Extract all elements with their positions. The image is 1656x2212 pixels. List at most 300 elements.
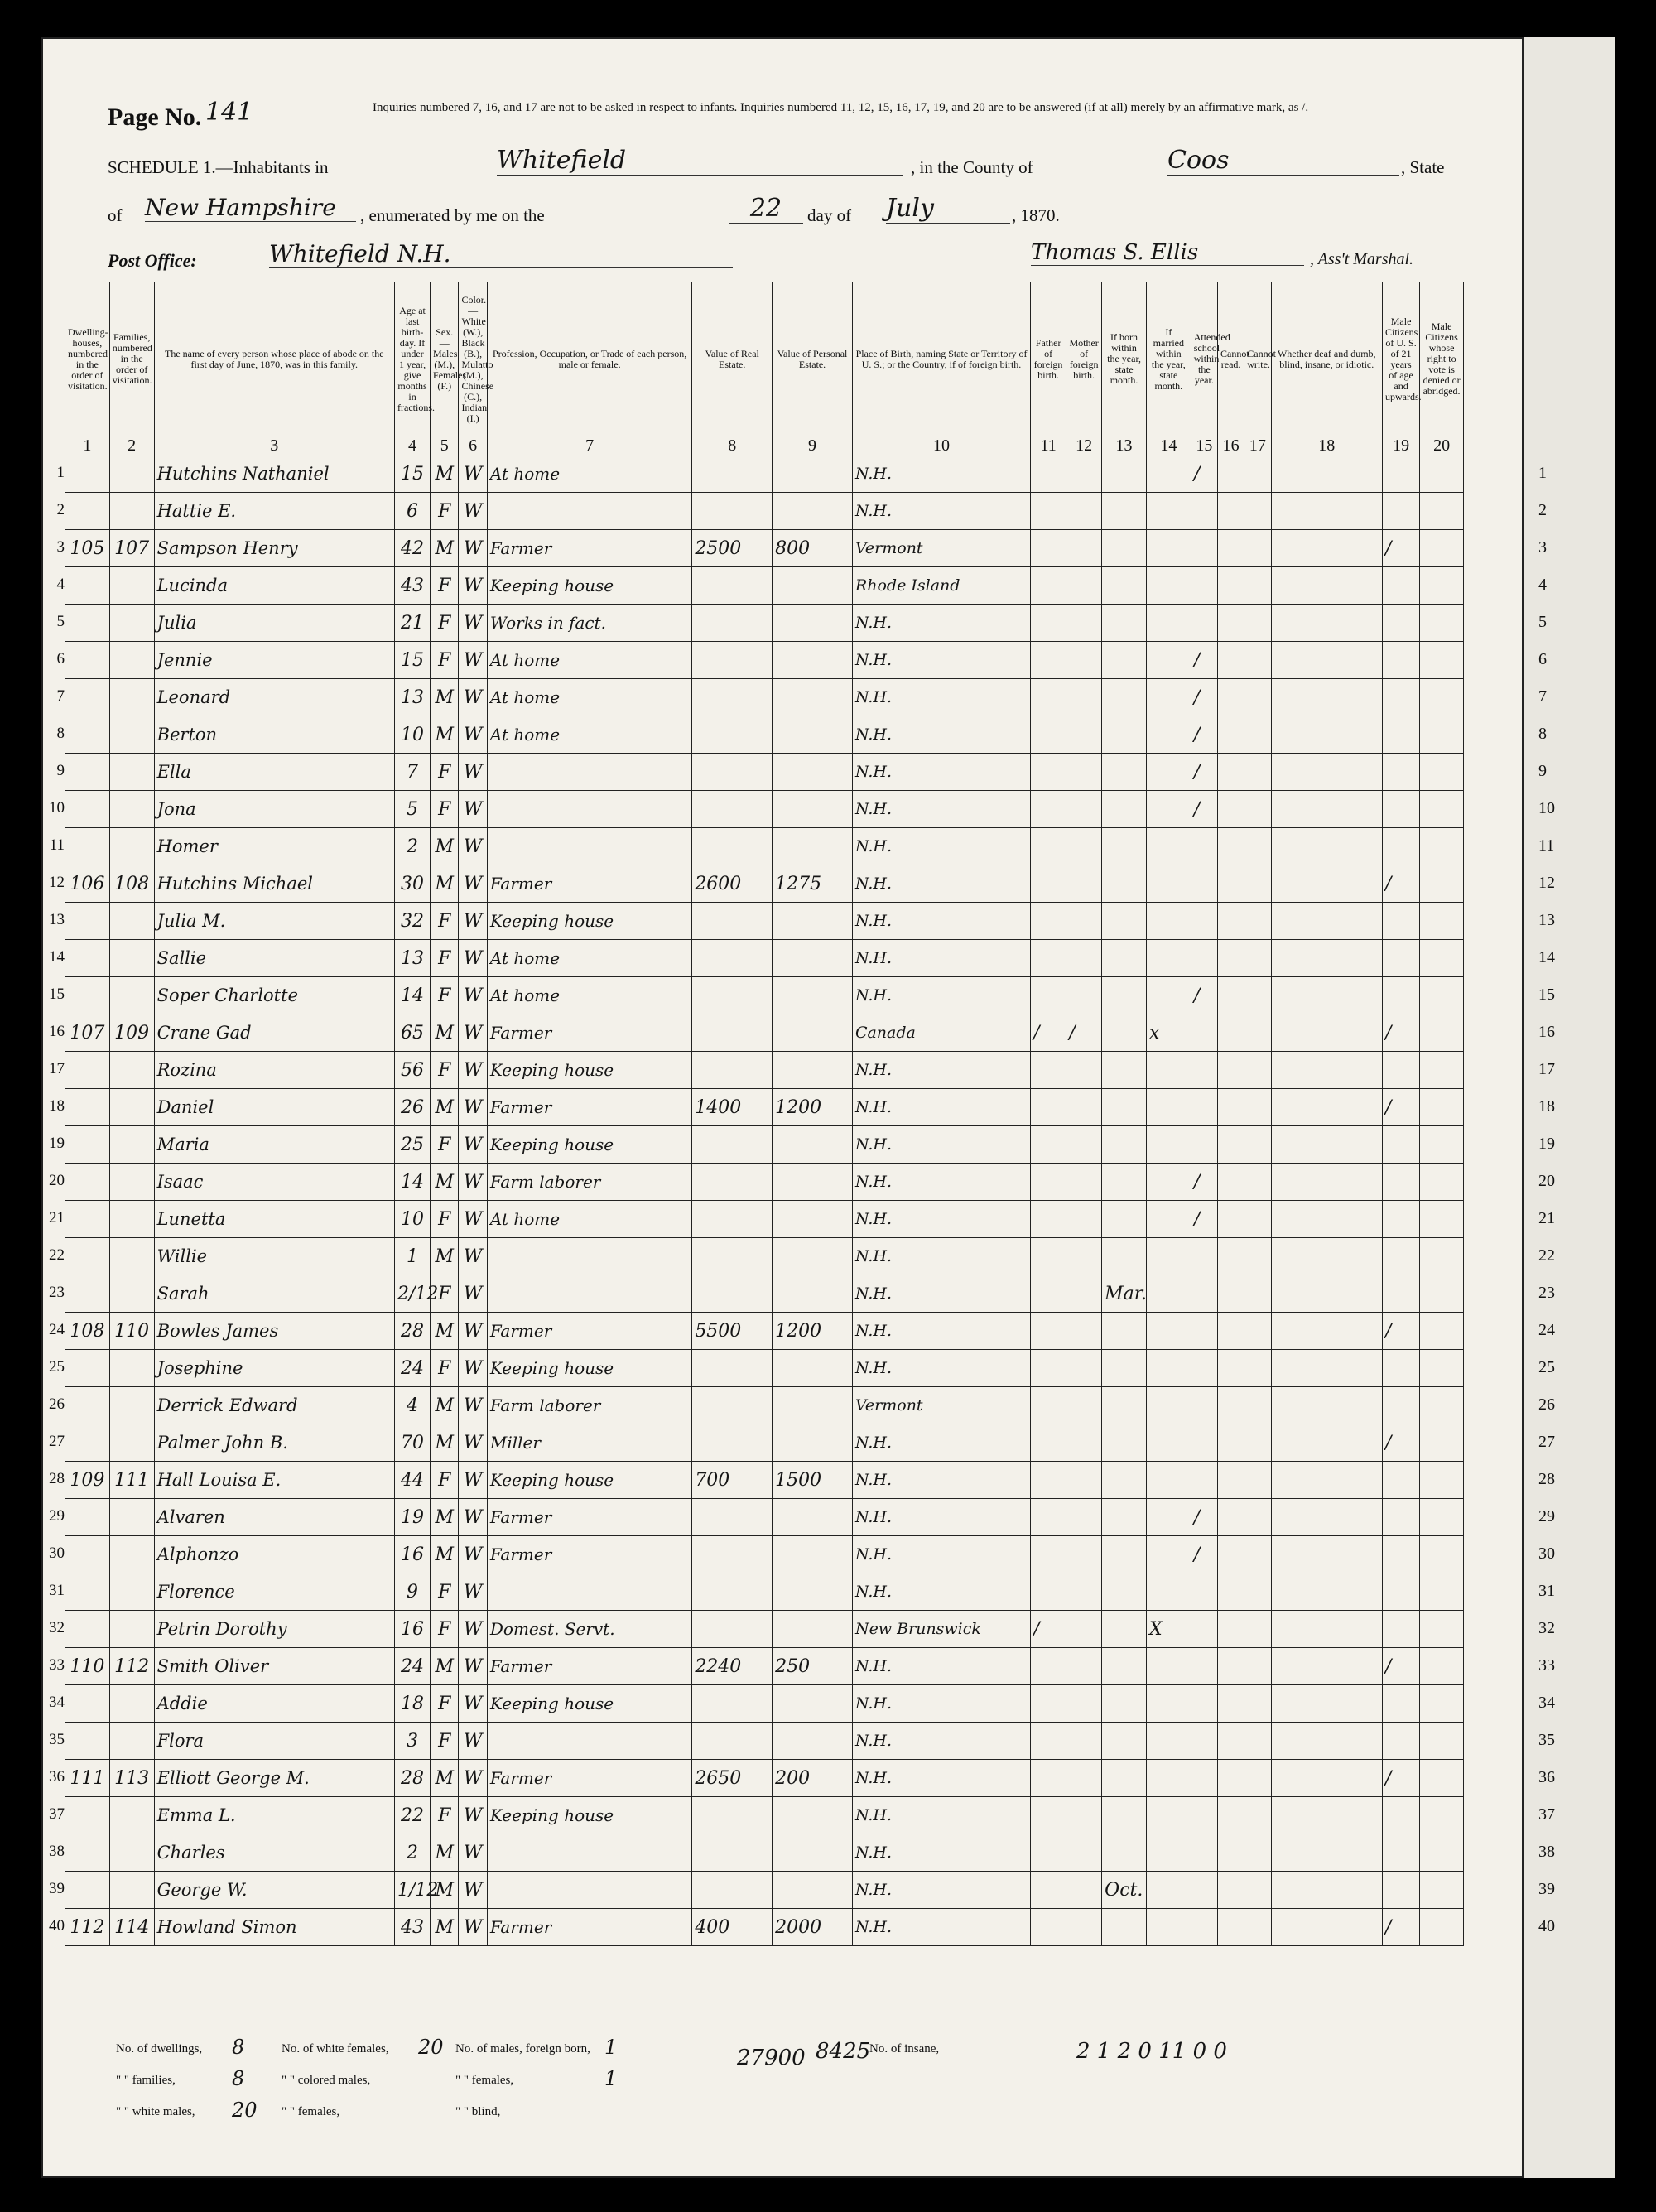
cell-c17 — [1244, 791, 1271, 828]
cell-d: 110 — [65, 1648, 110, 1685]
column-header-16: Cannot read. — [1217, 282, 1244, 436]
cell-f — [109, 642, 154, 679]
cell-c18 — [1271, 865, 1382, 903]
cell-c12 — [1066, 1723, 1102, 1760]
cell-occ — [487, 1872, 691, 1909]
cell-c14 — [1146, 493, 1191, 530]
cell-c16 — [1217, 903, 1244, 940]
cell-c16 — [1217, 754, 1244, 791]
state-name: New Hampshire — [145, 194, 356, 222]
cell-d — [65, 1350, 110, 1387]
cell-c12 — [1066, 865, 1102, 903]
cell-c13 — [1102, 977, 1147, 1014]
cell-c17 — [1244, 1760, 1271, 1797]
cell-c14 — [1146, 1536, 1191, 1573]
cell-f — [109, 1164, 154, 1201]
table-row — [65, 1164, 1464, 1201]
cell-c11 — [1031, 493, 1066, 530]
cell-c14 — [1146, 903, 1191, 940]
cell-c18 — [1271, 1387, 1382, 1424]
right-row-number: 31 — [1538, 1581, 1555, 1600]
cell-color: W — [459, 1238, 487, 1275]
cell-c14 — [1146, 977, 1191, 1014]
cell-c17 — [1244, 1499, 1271, 1536]
cell-c15 — [1191, 493, 1217, 530]
cell-c14 — [1146, 1462, 1191, 1499]
cell-c19 — [1382, 1573, 1419, 1611]
marshal-label: , Ass't Marshal. — [1310, 250, 1414, 268]
column-number-row — [65, 436, 1464, 455]
cell-c16 — [1217, 1536, 1244, 1573]
cell-name: Lunetta — [154, 1201, 394, 1238]
cell-color: W — [459, 1723, 487, 1760]
cell-c19 — [1382, 791, 1419, 828]
cell-age: 21 — [395, 605, 431, 642]
cell-c11 — [1031, 940, 1066, 977]
cell-occ: At home — [487, 1201, 691, 1238]
column-number-19: 19 — [1382, 436, 1419, 455]
right-row-number: 33 — [1538, 1655, 1555, 1675]
cell-f — [109, 1723, 154, 1760]
cell-occ — [487, 493, 691, 530]
cell-occ — [487, 791, 691, 828]
cell-c19 — [1382, 977, 1419, 1014]
row-number: 27 — [49, 1432, 65, 1450]
cell-pe — [773, 1238, 853, 1275]
cell-c18 — [1271, 1126, 1382, 1164]
cell-birth: Rhode Island — [852, 567, 1030, 605]
cell-c12 — [1066, 1909, 1102, 1946]
cell-c14 — [1146, 940, 1191, 977]
table-row — [65, 679, 1464, 716]
cell-c16 — [1217, 1387, 1244, 1424]
cell-re: 2500 — [692, 530, 773, 567]
cell-name: Julia M. — [154, 903, 394, 940]
marshal-name: Thomas S. Ellis — [1031, 240, 1304, 266]
males-foreign-count: 1 — [604, 2036, 618, 2059]
cell-c16 — [1217, 1760, 1244, 1797]
cell-birth: N.H. — [852, 977, 1030, 1014]
cell-c11 — [1031, 1909, 1066, 1946]
cell-c19 — [1382, 1201, 1419, 1238]
cell-birth: N.H. — [852, 1052, 1030, 1089]
cell-pe — [773, 1052, 853, 1089]
cell-d — [65, 1089, 110, 1126]
cell-c20 — [1420, 1424, 1464, 1462]
cell-c19 — [1382, 1797, 1419, 1834]
cell-c14 — [1146, 791, 1191, 828]
column-tally: 2 1 2 0 11 0 0 — [1076, 2039, 1227, 2064]
cell-occ — [487, 1723, 691, 1760]
cell-c11 — [1031, 1685, 1066, 1723]
cell-c11: / — [1031, 1611, 1066, 1648]
cell-c20 — [1420, 605, 1464, 642]
row-number: 36 — [49, 1767, 65, 1786]
cell-c18 — [1271, 1275, 1382, 1313]
cell-name: Petrin Dorothy — [154, 1611, 394, 1648]
cell-c13 — [1102, 1201, 1147, 1238]
right-row-number: 8 — [1538, 724, 1547, 743]
page-summary — [108, 2036, 1466, 2143]
cell-c17 — [1244, 865, 1271, 903]
right-row-number: 7 — [1538, 687, 1547, 706]
column-header-2: Families, numbered in the order of visitation. — [109, 282, 154, 436]
cell-c12 — [1066, 1089, 1102, 1126]
cell-c18 — [1271, 567, 1382, 605]
cell-c20 — [1420, 1573, 1464, 1611]
cell-d — [65, 977, 110, 1014]
table-row — [65, 1201, 1464, 1238]
cell-f — [109, 1126, 154, 1164]
cell-c20 — [1420, 642, 1464, 679]
table-row — [65, 1275, 1464, 1313]
cell-color: W — [459, 679, 487, 716]
cell-c11 — [1031, 1238, 1066, 1275]
cell-birth: N.H. — [852, 455, 1030, 493]
cell-sex: F — [431, 1052, 459, 1089]
row-number: 6 — [56, 649, 65, 667]
cell-c12 — [1066, 1238, 1102, 1275]
cell-c13 — [1102, 1424, 1147, 1462]
cell-c14 — [1146, 1313, 1191, 1350]
cell-c14 — [1146, 1760, 1191, 1797]
row-number: 5 — [56, 612, 65, 630]
cell-re — [692, 977, 773, 1014]
cell-birth: N.H. — [852, 1499, 1030, 1536]
cell-birth: Vermont — [852, 530, 1030, 567]
cell-d — [65, 903, 110, 940]
cell-sex: M — [431, 1909, 459, 1946]
column-number-17: 17 — [1244, 436, 1271, 455]
column-number-8: 8 — [692, 436, 773, 455]
cell-re — [692, 567, 773, 605]
cell-c18 — [1271, 530, 1382, 567]
cell-age: 3 — [395, 1723, 431, 1760]
cell-c18 — [1271, 1313, 1382, 1350]
cell-c16 — [1217, 716, 1244, 754]
cell-birth: New Brunswick — [852, 1611, 1030, 1648]
cell-c19 — [1382, 605, 1419, 642]
cell-c16 — [1217, 940, 1244, 977]
cell-c15 — [1191, 1313, 1217, 1350]
cell-c14 — [1146, 1275, 1191, 1313]
cell-pe — [773, 1499, 853, 1536]
cell-color: W — [459, 1052, 487, 1089]
families-label: " " families, — [116, 2074, 176, 2087]
cell-c14 — [1146, 1387, 1191, 1424]
cell-c13 — [1102, 791, 1147, 828]
cell-c18 — [1271, 1872, 1382, 1909]
cell-name: Maria — [154, 1126, 394, 1164]
cell-occ: Farmer — [487, 1089, 691, 1126]
cell-c13 — [1102, 1350, 1147, 1387]
column-header-19: Male Citizens of U. S. of 21 years of age and upwards. — [1382, 282, 1419, 436]
cell-name: Emma L. — [154, 1797, 394, 1834]
cell-c12 — [1066, 1797, 1102, 1834]
cell-pe — [773, 1611, 853, 1648]
cell-c17 — [1244, 1723, 1271, 1760]
cell-c20 — [1420, 1201, 1464, 1238]
cell-c11 — [1031, 754, 1066, 791]
cell-age: 25 — [395, 1126, 431, 1164]
cell-c11 — [1031, 791, 1066, 828]
row-number: 29 — [49, 1506, 65, 1525]
right-row-number: 18 — [1538, 1096, 1555, 1116]
cell-c16 — [1217, 455, 1244, 493]
cell-color: W — [459, 605, 487, 642]
cell-c15 — [1191, 940, 1217, 977]
cell-c18 — [1271, 642, 1382, 679]
cell-c12 — [1066, 1499, 1102, 1536]
cell-f: 108 — [109, 865, 154, 903]
column-header-17: Cannot write. — [1244, 282, 1271, 436]
row-number: 18 — [49, 1096, 65, 1115]
cell-c17 — [1244, 1387, 1271, 1424]
cell-c17 — [1244, 1797, 1271, 1834]
cell-f — [109, 1499, 154, 1536]
table-row — [65, 530, 1464, 567]
cell-pe — [773, 642, 853, 679]
cell-pe — [773, 1872, 853, 1909]
column-header-13: If born within the year, state month. — [1102, 282, 1147, 436]
cell-occ — [487, 1238, 691, 1275]
cell-c18 — [1271, 1052, 1382, 1089]
right-row-number: 12 — [1538, 873, 1555, 892]
cell-d — [65, 1872, 110, 1909]
cell-name: Berton — [154, 716, 394, 754]
cell-c15 — [1191, 1872, 1217, 1909]
cell-sex: F — [431, 791, 459, 828]
census-table — [65, 282, 1464, 1946]
cell-name: Derrick Edward — [154, 1387, 394, 1424]
cell-c11 — [1031, 1424, 1066, 1462]
cell-pe — [773, 1573, 853, 1611]
cell-d — [65, 679, 110, 716]
cell-occ: Keeping house — [487, 1462, 691, 1499]
cell-c13 — [1102, 1573, 1147, 1611]
cell-c12 — [1066, 1126, 1102, 1164]
cell-occ: Farmer — [487, 1909, 691, 1946]
cell-c18 — [1271, 791, 1382, 828]
right-row-number: 28 — [1538, 1469, 1555, 1488]
enumeration-month: July — [886, 194, 1010, 224]
cell-c13 — [1102, 1611, 1147, 1648]
cell-c13 — [1102, 1536, 1147, 1573]
cell-re — [692, 1275, 773, 1313]
cell-re — [692, 1834, 773, 1872]
cell-c20 — [1420, 530, 1464, 567]
cell-c12 — [1066, 1424, 1102, 1462]
cell-birth: N.H. — [852, 1536, 1030, 1573]
cell-age: 7 — [395, 754, 431, 791]
row-number: 11 — [49, 836, 65, 854]
cell-c12 — [1066, 828, 1102, 865]
cell-d — [65, 1611, 110, 1648]
right-row-number: 10 — [1538, 798, 1555, 817]
cell-age: 28 — [395, 1760, 431, 1797]
column-number-14: 14 — [1146, 436, 1191, 455]
column-number-18: 18 — [1271, 436, 1382, 455]
cell-c16 — [1217, 791, 1244, 828]
cell-color: W — [459, 1164, 487, 1201]
cell-c17 — [1244, 455, 1271, 493]
cell-c15 — [1191, 1573, 1217, 1611]
cell-c11 — [1031, 1350, 1066, 1387]
cell-d — [65, 1834, 110, 1872]
column-header-15: Attended school within the year. — [1191, 282, 1217, 436]
cell-f: 111 — [109, 1462, 154, 1499]
cell-c15: / — [1191, 1201, 1217, 1238]
cell-c19: / — [1382, 1313, 1419, 1350]
row-number: 12 — [49, 873, 65, 891]
table-row — [65, 903, 1464, 940]
cell-c12 — [1066, 1573, 1102, 1611]
table-row — [65, 1685, 1464, 1723]
cell-c13 — [1102, 642, 1147, 679]
cell-c18 — [1271, 1909, 1382, 1946]
cell-name: Josephine — [154, 1350, 394, 1387]
cell-name: Addie — [154, 1685, 394, 1723]
cell-d — [65, 1723, 110, 1760]
cell-c19 — [1382, 455, 1419, 493]
white-females-count: 20 — [418, 2036, 444, 2059]
cell-c19 — [1382, 1536, 1419, 1573]
cell-sex: M — [431, 1313, 459, 1350]
cell-c15: / — [1191, 716, 1217, 754]
cell-f: 114 — [109, 1909, 154, 1946]
cell-sex: F — [431, 1723, 459, 1760]
cell-f — [109, 567, 154, 605]
cell-c18 — [1271, 455, 1382, 493]
column-header-14: If married within the year, state month. — [1146, 282, 1191, 436]
cell-c17 — [1244, 530, 1271, 567]
cell-c18 — [1271, 1648, 1382, 1685]
cell-c17 — [1244, 1089, 1271, 1126]
cell-c12 — [1066, 605, 1102, 642]
right-row-number: 11 — [1538, 836, 1555, 855]
cell-d — [65, 828, 110, 865]
cell-c11 — [1031, 1462, 1066, 1499]
cell-d — [65, 1573, 110, 1611]
column-number-16: 16 — [1217, 436, 1244, 455]
cell-pe: 1500 — [773, 1462, 853, 1499]
cell-c15 — [1191, 1126, 1217, 1164]
cell-re — [692, 828, 773, 865]
cell-color: W — [459, 493, 487, 530]
table-row — [65, 1052, 1464, 1089]
cell-c19 — [1382, 1872, 1419, 1909]
cell-re — [692, 1164, 773, 1201]
cell-c14 — [1146, 716, 1191, 754]
cell-c13 — [1102, 1462, 1147, 1499]
right-row-number: 27 — [1538, 1432, 1555, 1451]
cell-c18 — [1271, 1834, 1382, 1872]
cell-c14 — [1146, 1909, 1191, 1946]
cell-pe — [773, 791, 853, 828]
blind-label: " " blind, — [455, 2105, 501, 2118]
cell-c11: / — [1031, 1014, 1066, 1052]
cell-c15 — [1191, 865, 1217, 903]
row-number: 3 — [56, 537, 65, 556]
cell-occ: Farm laborer — [487, 1164, 691, 1201]
cell-age: 43 — [395, 1909, 431, 1946]
cell-c16 — [1217, 1424, 1244, 1462]
cell-c20 — [1420, 1238, 1464, 1275]
table-row — [65, 1499, 1464, 1536]
cell-c11 — [1031, 1872, 1066, 1909]
cell-c20 — [1420, 1648, 1464, 1685]
cell-color: W — [459, 1834, 487, 1872]
cell-c16 — [1217, 530, 1244, 567]
cell-c15 — [1191, 605, 1217, 642]
cell-d — [65, 1126, 110, 1164]
of-label: of — [108, 205, 123, 225]
cell-c11 — [1031, 605, 1066, 642]
cell-c13 — [1102, 940, 1147, 977]
cell-c11 — [1031, 1126, 1066, 1164]
column-number-12: 12 — [1066, 436, 1102, 455]
cell-d: 109 — [65, 1462, 110, 1499]
cell-c14 — [1146, 1648, 1191, 1685]
cell-f: 113 — [109, 1760, 154, 1797]
cell-d — [65, 567, 110, 605]
right-row-number: 34 — [1538, 1693, 1555, 1712]
row-number: 23 — [49, 1283, 65, 1301]
cell-birth: N.H. — [852, 754, 1030, 791]
cell-name: Hall Louisa E. — [154, 1462, 394, 1499]
cell-f — [109, 1201, 154, 1238]
cell-birth: Vermont — [852, 1387, 1030, 1424]
cell-c11 — [1031, 716, 1066, 754]
cell-c16 — [1217, 1201, 1244, 1238]
row-number: 9 — [56, 761, 65, 779]
cell-c17 — [1244, 1052, 1271, 1089]
cell-c20 — [1420, 1164, 1464, 1201]
cell-re — [692, 1201, 773, 1238]
cell-c14 — [1146, 1052, 1191, 1089]
cell-c19 — [1382, 1387, 1419, 1424]
cell-name: Daniel — [154, 1089, 394, 1126]
cell-c15 — [1191, 1350, 1217, 1387]
cell-f — [109, 455, 154, 493]
cell-sex: M — [431, 530, 459, 567]
cell-c17 — [1244, 1350, 1271, 1387]
row-number: 33 — [49, 1655, 65, 1674]
cell-c12 — [1066, 1760, 1102, 1797]
column-header-20: Male Citizens whose right to vote is denied or abridged. — [1420, 282, 1464, 436]
cell-c17 — [1244, 1648, 1271, 1685]
cell-c17 — [1244, 1611, 1271, 1648]
cell-birth: N.H. — [852, 1201, 1030, 1238]
cell-c16 — [1217, 1350, 1244, 1387]
cell-occ: Farmer — [487, 530, 691, 567]
cell-re — [692, 1685, 773, 1723]
cell-c13 — [1102, 1126, 1147, 1164]
cell-occ: Farmer — [487, 1499, 691, 1536]
table-row — [65, 1648, 1464, 1685]
cell-sex: F — [431, 1797, 459, 1834]
cell-sex: M — [431, 1760, 459, 1797]
table-row — [65, 1350, 1464, 1387]
cell-c18 — [1271, 828, 1382, 865]
cell-c17 — [1244, 1164, 1271, 1201]
personal-estate-total: 8425 — [816, 2039, 871, 2064]
cell-c16 — [1217, 1089, 1244, 1126]
cell-birth: N.H. — [852, 1573, 1030, 1611]
cell-c16 — [1217, 1238, 1244, 1275]
cell-c20 — [1420, 1275, 1464, 1313]
cell-name: Rozina — [154, 1052, 394, 1089]
